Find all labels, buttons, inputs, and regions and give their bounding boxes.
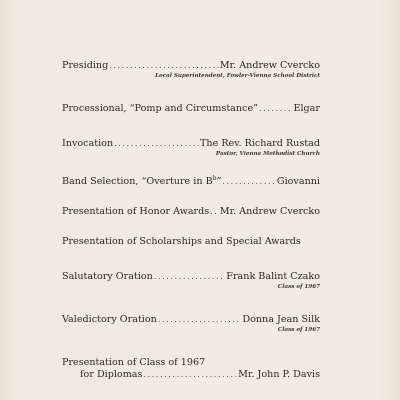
program-entry-presiding [62, 60, 320, 80]
invocation-title: Pastor, Vienna Methodist Church [215, 151, 320, 157]
program-entry-valedictory [62, 314, 320, 334]
invocation-label: Invocation [62, 138, 114, 149]
band-selection-label [62, 176, 221, 188]
honor-awards-name: Mr. Andrew Cvercko [219, 206, 320, 217]
diplomas-label-line1: Presentation of Class of 1967 [62, 357, 206, 368]
program-entry-salutatory [62, 271, 320, 291]
program-list [62, 60, 320, 381]
salutatory-class: Class of 1967 [277, 284, 320, 290]
band-selection-composer: Giovanni [276, 176, 320, 187]
presiding-name: Mr. Andrew Cvercko [219, 60, 320, 71]
processional-label: Processional, “Pomp and Circumstance” [62, 103, 259, 114]
band-selection-label-text: Band Selection, “Overture in B [62, 176, 213, 187]
valedictory-label: Valedictory Oration [62, 314, 157, 325]
program-entry-processional [62, 103, 320, 115]
dot-leader [259, 103, 292, 115]
dot-leader [154, 271, 225, 283]
dot-leader [143, 369, 237, 381]
invocation-name: The Rev. Richard Rustad [200, 138, 320, 149]
processional-composer: Elgar [293, 103, 320, 114]
valedictory-class: Class of 1967 [277, 327, 320, 333]
dot-leader [210, 206, 219, 218]
scholarships-label: Presentation of Scholarships and Special Awards [62, 236, 301, 247]
presiding-title: Local Superintendent, Fowler-Vienna School District [155, 73, 320, 79]
dot-leader [222, 176, 276, 188]
program-entry-diplomas [62, 357, 320, 381]
band-selection-label-end: ” [216, 176, 222, 187]
program-entry-scholarships [62, 236, 320, 248]
dot-leader [158, 314, 242, 326]
presiding-label: Presiding [62, 60, 109, 71]
salutatory-name: Frank Balint Czako [226, 271, 320, 282]
dot-leader [109, 60, 219, 72]
valedictory-name: Donna Jean Silk [242, 314, 320, 325]
program-entry-invocation [62, 138, 320, 158]
program-entry-honor-awards [62, 206, 320, 218]
diplomas-name: Mr. John P. Davis [238, 369, 320, 380]
salutatory-label: Salutatory Oration [62, 271, 153, 282]
diplomas-label-line2: for Diplomas [80, 369, 143, 380]
honor-awards-label: Presentation of Honor Awards [62, 206, 210, 217]
flat-symbol: b [212, 174, 217, 182]
dot-leader [114, 138, 199, 150]
program-entry-band-selection [62, 176, 320, 188]
